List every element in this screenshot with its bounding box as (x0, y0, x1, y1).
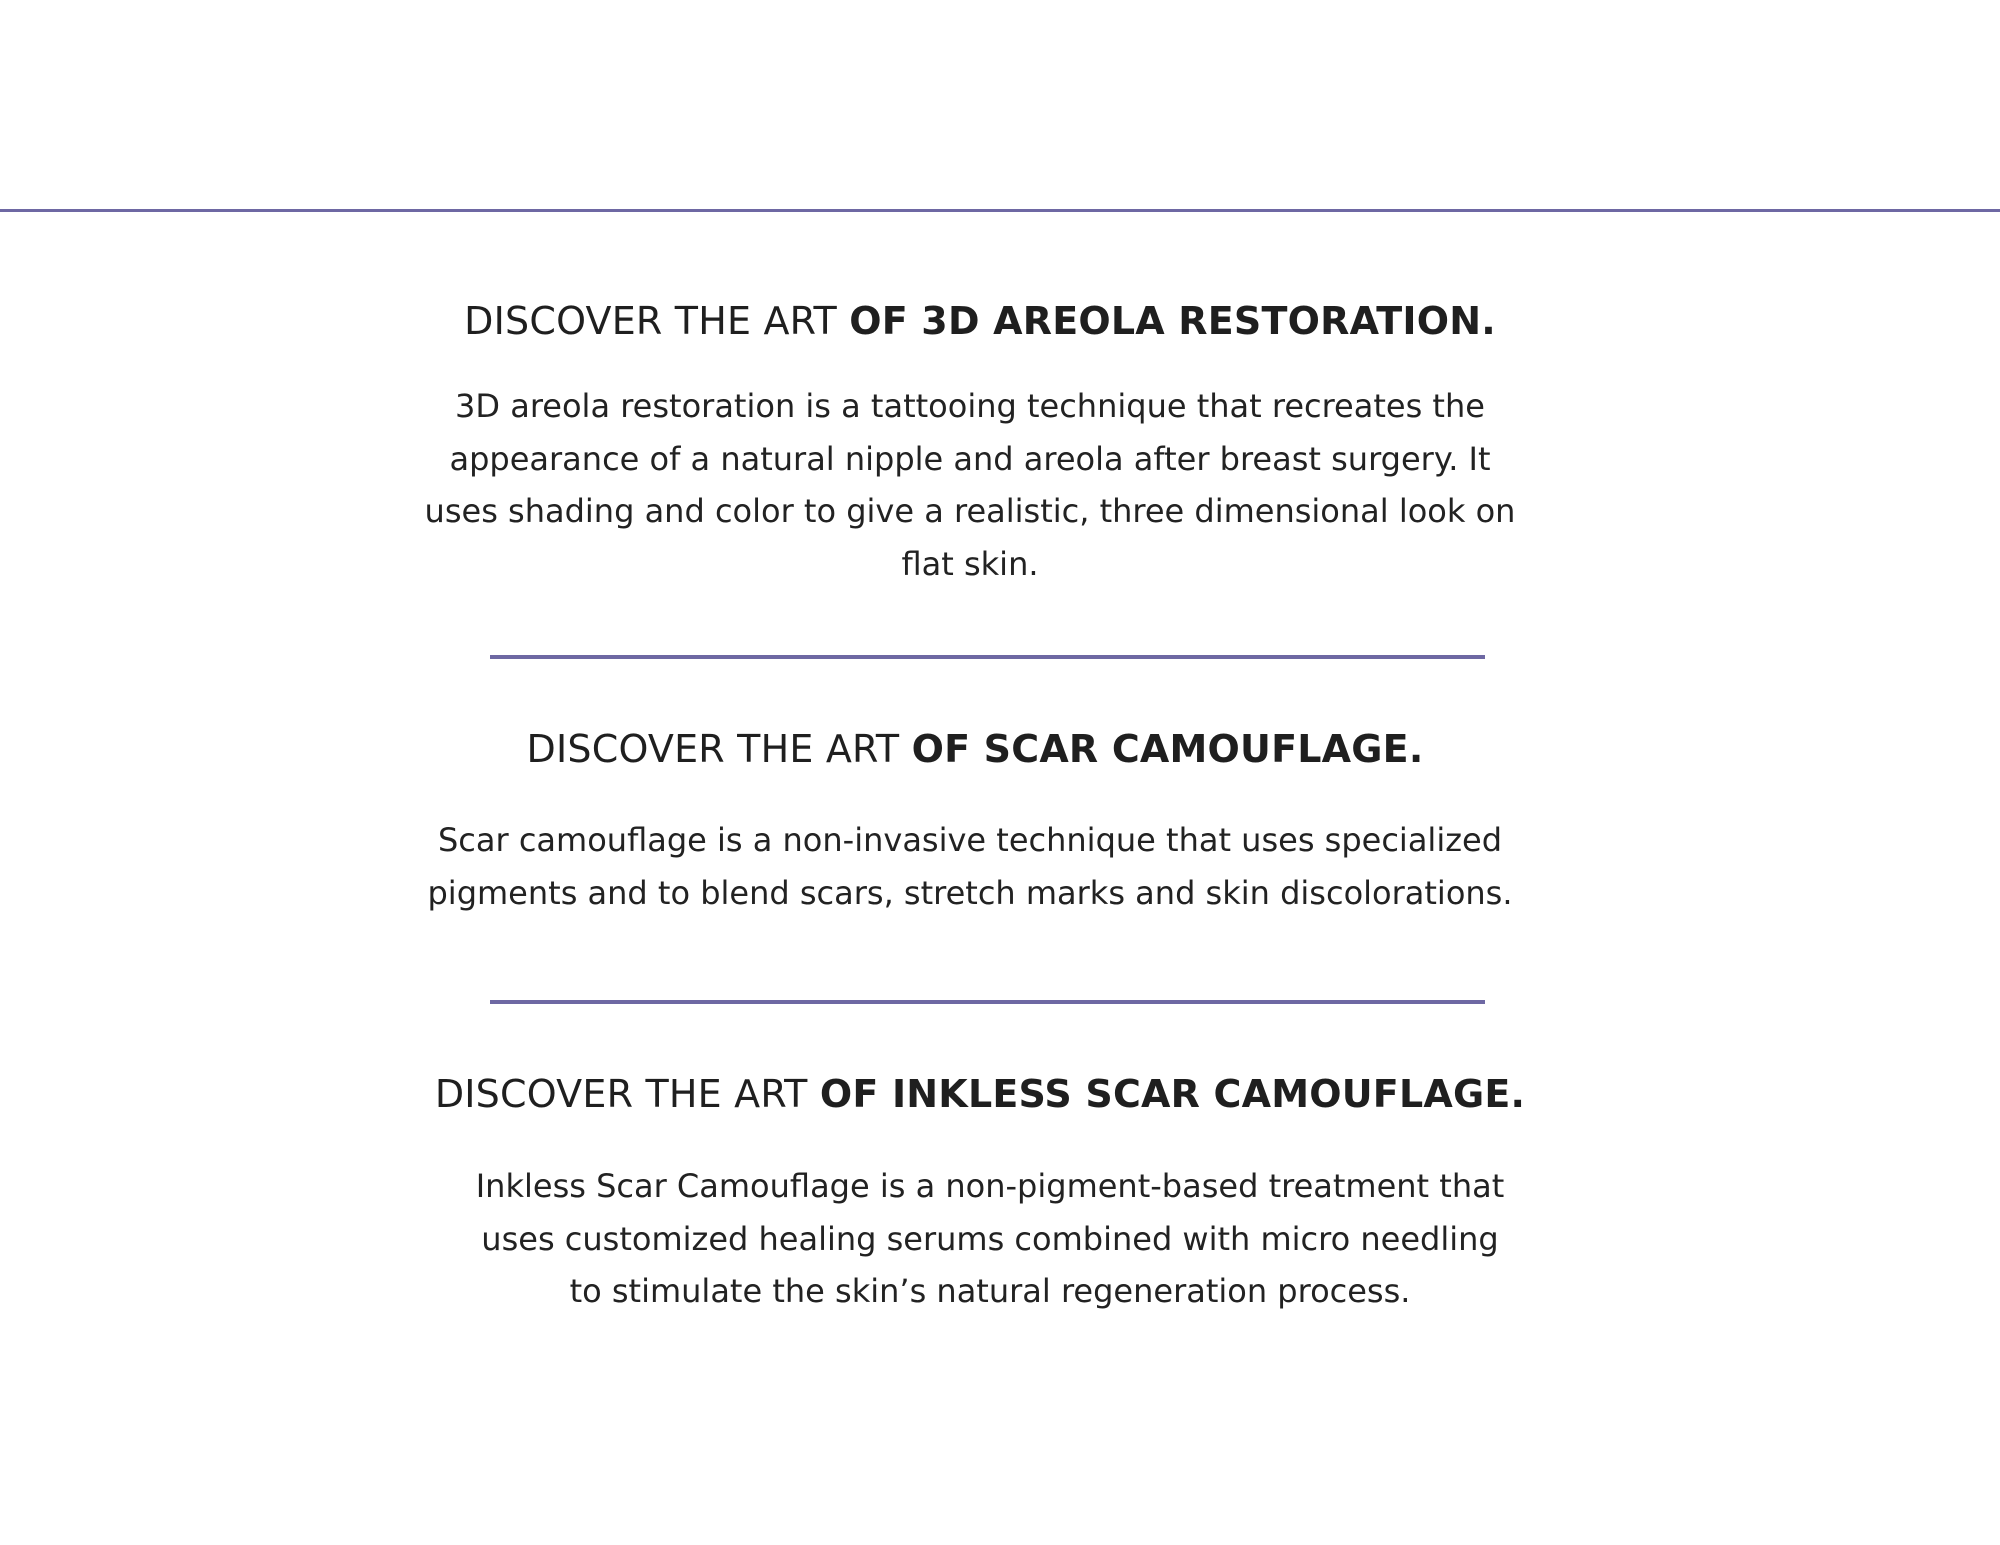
section-divider (490, 655, 1485, 659)
description-line: Inkless Scar Camouflage is a non-pigment-based treatment that (475, 1167, 1505, 1205)
section-heading (400, 1069, 1560, 1119)
description-line: pigments and to blend scars, stretch marks and skin discolorations. (427, 873, 1513, 912)
description-line: uses customized healing serums combined with micro needling (481, 1219, 1499, 1258)
top-divider (0, 209, 2000, 212)
section-divider (490, 1000, 1485, 1004)
section-description (380, 380, 1560, 590)
heading-emphasis: OF 3D AREOLA RESTORATION. (849, 299, 1496, 343)
section-heading (400, 296, 1560, 346)
description-line: Scar camouflage is a non-invasive technique that uses specialized (437, 821, 1502, 859)
heading-emphasis: OF SCAR CAMOUFLAGE. (911, 727, 1424, 771)
section-description (380, 814, 1560, 919)
section-description (390, 1160, 1550, 1318)
section-3d-areola-restoration (380, 296, 1560, 590)
description-line: to stimulate the skin’s natural regeneration process. (569, 1272, 1411, 1310)
description-line: flat skin. (901, 544, 1039, 583)
description-line: uses shading and color to give a realistic, three dimensional look on (424, 492, 1516, 530)
description-line: 3D areola restoration is a tattooing technique that recreates the (455, 387, 1485, 425)
heading-prefix: DISCOVER THE ART (434, 1072, 820, 1116)
section-inkless-scar-camouflage (380, 1069, 1560, 1318)
heading-emphasis: OF INKLESS SCAR CAMOUFLAGE. (819, 1072, 1526, 1116)
section-scar-camouflage (380, 724, 1560, 919)
description-line: appearance of a natural nipple and areola after breast surgery. It (449, 439, 1491, 478)
section-heading (390, 724, 1560, 774)
heading-prefix: DISCOVER THE ART (464, 299, 850, 343)
heading-prefix: DISCOVER THE ART (526, 727, 912, 771)
